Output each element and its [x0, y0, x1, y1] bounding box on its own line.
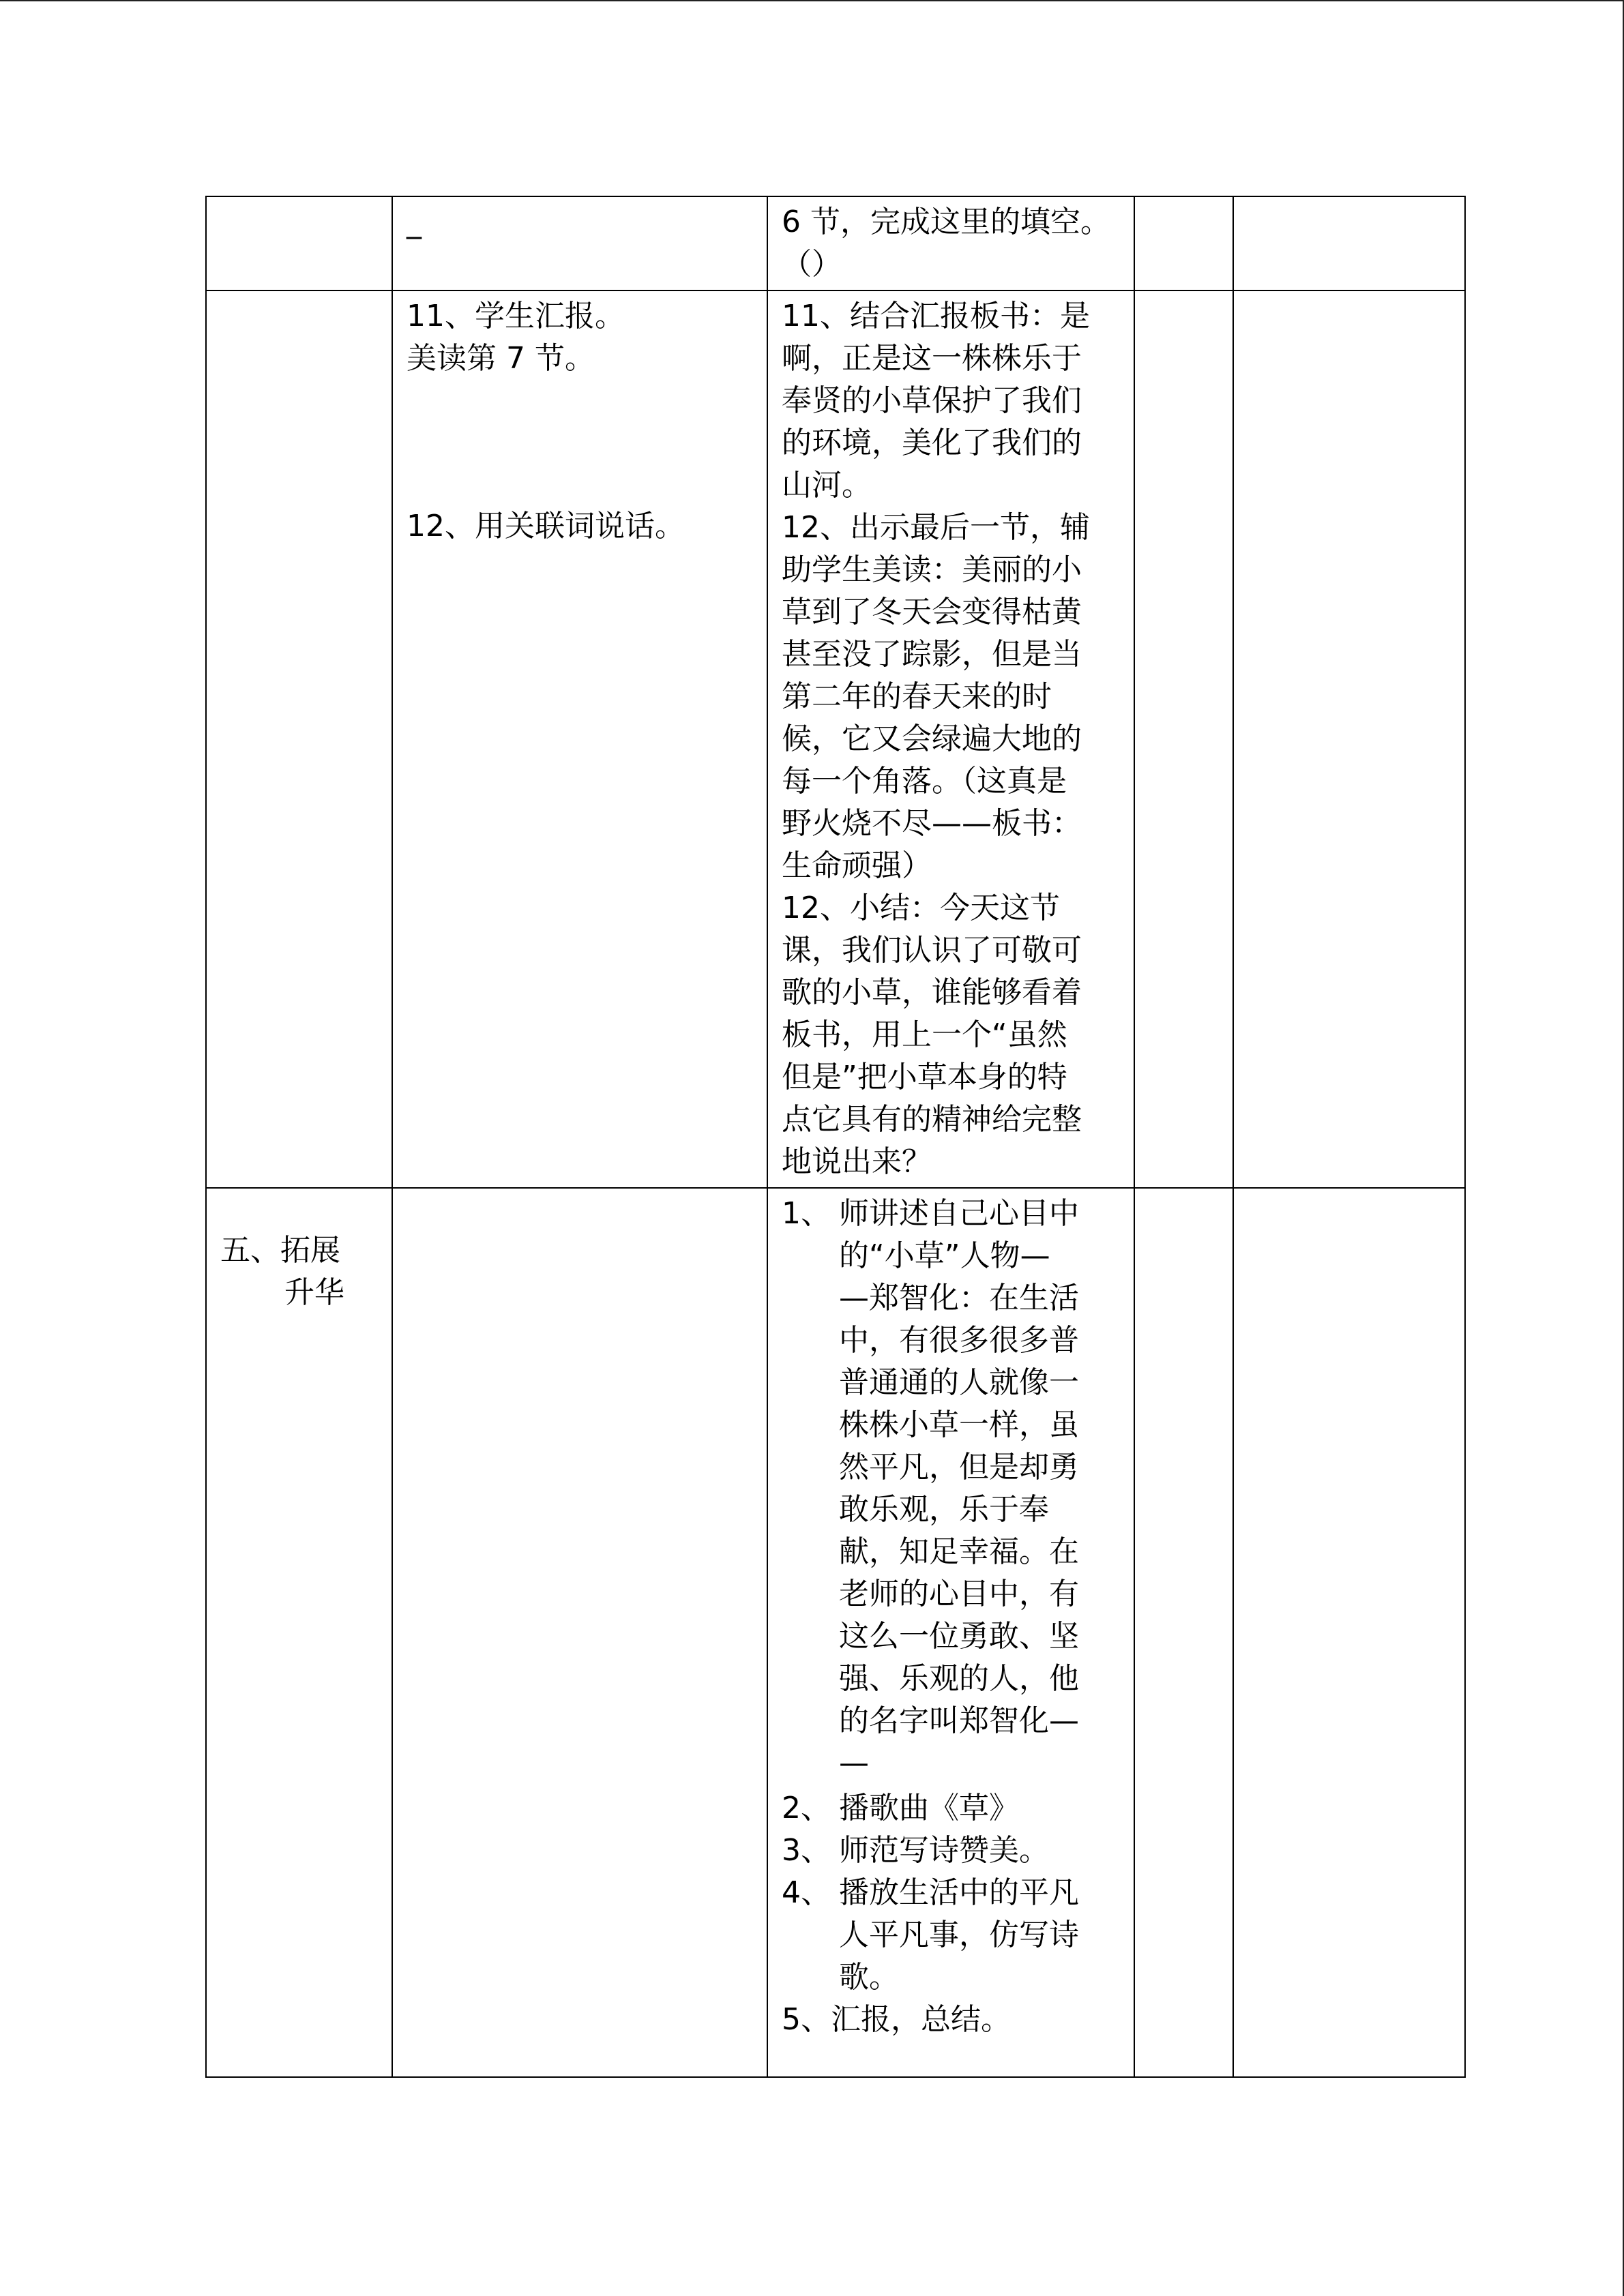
list-text: 师讲述自己心目中 — [839, 1196, 1079, 1231]
list-item — [782, 1914, 1120, 1956]
list-item — [782, 1742, 1120, 1785]
list-text: 老师的心目中，有 — [839, 1577, 1079, 1611]
list-text: 强、乐观的人，他 — [839, 1661, 1079, 1696]
teacher-activity-cell — [767, 196, 1134, 290]
list-text: 歌。 — [839, 1960, 899, 1995]
list-text: —郑智化：在生活 — [839, 1281, 1079, 1315]
cell-text: （） — [782, 247, 842, 282]
list-item — [782, 1235, 1120, 1277]
empty-cell — [1233, 196, 1465, 290]
cell-text: 11、学生汇报。 — [407, 299, 625, 333]
list-text: 中，有很多很多普 — [839, 1323, 1079, 1358]
list-number: 3、 — [782, 1833, 831, 1868]
list-number: 2、 — [782, 1791, 831, 1825]
cell-text: 第二年的春天来的时 — [782, 679, 1052, 714]
cell-text: _ — [407, 205, 422, 239]
list-item — [782, 1700, 1120, 1742]
list-item — [782, 1320, 1120, 1362]
cell-text: 12、小结：今天这节 — [782, 891, 1060, 925]
stage-cell — [206, 196, 392, 290]
student-activity-cell — [392, 290, 767, 1188]
table-row — [206, 290, 1465, 1188]
list-text: 敢乐观，乐于奉 — [839, 1492, 1049, 1527]
empty-cell — [1134, 290, 1233, 1188]
cell-text: 课，我们认识了可敬可 — [782, 933, 1082, 968]
cell-text: 甚至没了踪影，但是当 — [782, 637, 1082, 672]
cell-text: 每一个角落。（这真是 — [782, 764, 1067, 799]
list-item — [782, 1787, 1120, 1830]
list-text: 普通通的人就像一 — [839, 1365, 1079, 1400]
list-item — [782, 1872, 1120, 1914]
list-item — [782, 1531, 1120, 1573]
list-item — [782, 1573, 1120, 1615]
cell-text: 山河。 — [782, 468, 872, 503]
cell-text: 地说出来？ — [782, 1144, 932, 1179]
lesson-plan-table — [205, 196, 1466, 2078]
list-item — [782, 1999, 1120, 2041]
student-activity-cell — [392, 1188, 767, 2077]
list-item — [782, 1193, 1120, 1235]
cell-text: 11、结合汇报板书：是 — [782, 299, 1090, 333]
cell-text: 美读第 7 节。 — [407, 341, 595, 376]
list-text: 的名字叫郑智化— — [839, 1703, 1079, 1738]
stage-title: 五、拓展 — [220, 1233, 340, 1268]
list-text: 献，知足幸福。在 — [839, 1534, 1079, 1569]
list-item — [782, 1446, 1120, 1489]
cell-text: 啊，正是这一株株乐于 — [782, 341, 1082, 376]
stage-cell — [206, 290, 392, 1188]
cell-text: 歌的小草，谁能够看着 — [782, 975, 1082, 1010]
list-text: 5、汇报，总结。 — [782, 2002, 1011, 2037]
list-item — [782, 1362, 1120, 1404]
cell-text: 奉贤的小草保护了我们 — [782, 383, 1082, 418]
cell-text: 的环境，美化了我们的 — [782, 426, 1082, 460]
list-text: — — [839, 1746, 869, 1780]
list-text: 师范写诗赞美。 — [839, 1833, 1049, 1868]
list-item — [782, 1956, 1120, 1999]
cell-text: 12、出示最后一节，辅 — [782, 510, 1090, 545]
list-item — [782, 1277, 1120, 1320]
cell-text: 生命顽强） — [782, 848, 932, 883]
list-text: 这么一位勇敢、坚 — [839, 1619, 1079, 1654]
cell-text: 野火烧不尽——板书： — [782, 806, 1082, 841]
list-text: 株株小草一样，虽 — [839, 1407, 1079, 1442]
empty-cell — [1134, 196, 1233, 290]
list-text: 播放生活中的平凡 — [839, 1875, 1079, 1910]
list-text: 播歌曲《草》 — [839, 1791, 1019, 1825]
cell-text: 但是”把小草本身的特 — [782, 1060, 1067, 1094]
empty-cell — [1233, 290, 1465, 1188]
list-item — [782, 1489, 1120, 1531]
cell-text: 板书，用上一个“虽然 — [782, 1017, 1067, 1052]
stage-title: 升华 — [284, 1275, 344, 1310]
list-number: 4、 — [782, 1875, 831, 1910]
list-item — [782, 1404, 1120, 1446]
page-top-border — [0, 0, 1624, 1]
cell-text: 助学生美读：美丽的小 — [782, 552, 1082, 587]
empty-cell — [1134, 1188, 1233, 2077]
list-text: 的“小草”人物— — [839, 1238, 1050, 1273]
cell-text: 草到了冬天会变得枯黄 — [782, 595, 1082, 629]
list-text: 然平凡，但是却勇 — [839, 1450, 1079, 1485]
list-item — [782, 1658, 1120, 1700]
table-row — [206, 196, 1465, 290]
activity-list — [782, 1193, 1120, 2041]
student-activity-cell — [392, 196, 767, 290]
list-item — [782, 1615, 1120, 1658]
teacher-activity-cell — [767, 1188, 1134, 2077]
cell-text: 6 节，完成这里的填空。 — [782, 205, 1110, 239]
list-number: 1、 — [782, 1196, 831, 1231]
list-text: 人平凡事，仿写诗 — [839, 1918, 1079, 1952]
table-row — [206, 1188, 1465, 2077]
teacher-activity-cell — [767, 290, 1134, 1188]
list-item — [782, 1830, 1120, 1872]
stage-cell — [206, 1188, 392, 2077]
cell-text: 12、用关联词说话。 — [407, 509, 685, 543]
empty-cell — [1233, 1188, 1465, 2077]
cell-text: 点它具有的精神给完整 — [782, 1102, 1082, 1137]
cell-text: 候，它又会绿遍大地的 — [782, 721, 1082, 756]
